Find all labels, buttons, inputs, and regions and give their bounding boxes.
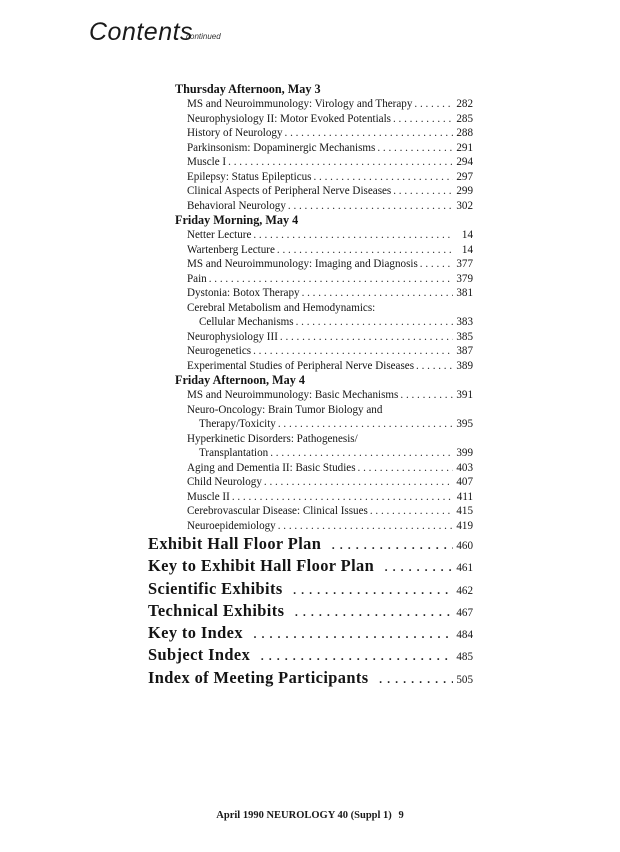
toc-major-page: 485: [456, 651, 473, 664]
toc-entry-label: Parkinsonism: Dopaminergic Mechanisms: [187, 141, 376, 154]
toc-entry-page: 419: [456, 519, 473, 532]
toc-entry-label: Neuroepidemiology: [187, 519, 276, 532]
toc-entry-label: Wartenberg Lecture: [187, 243, 275, 256]
toc-major-entry[interactable]: [148, 555, 473, 577]
section-title: Thursday Afternoon, May 3: [175, 82, 321, 96]
toc-entry[interactable]: [148, 126, 473, 141]
toc-major-page: 484: [456, 629, 473, 642]
toc-entry-page: 291: [456, 141, 473, 154]
toc-entry-page: 285: [456, 112, 473, 125]
toc-entry-label: Cellular Mechanisms: [199, 316, 294, 328]
toc-major-entry[interactable]: [148, 533, 473, 555]
toc-entry-page: 387: [456, 345, 473, 357]
toc-entry-page: 411: [456, 490, 473, 503]
section-title: Friday Morning, May 4: [175, 213, 299, 227]
toc-entry-page: 399: [456, 447, 473, 459]
toc-entry-label: MS and Neuroimmunology: Imaging and Diagnosis: [187, 258, 418, 270]
toc-major-page: 505: [456, 673, 473, 686]
toc-entry-page: 379: [456, 272, 473, 285]
toc-entry-label: MS and Neuroimmunology: Basic Mechanisms: [187, 389, 399, 401]
toc-entry-page: 385: [456, 330, 473, 343]
toc-entry[interactable]: [148, 330, 473, 345]
page-title: Contents: [89, 18, 194, 46]
toc-major-page: 461: [456, 562, 473, 575]
toc-major-entry[interactable]: [148, 644, 473, 666]
toc-entry[interactable]: [148, 359, 473, 374]
toc-entry[interactable]: [148, 475, 473, 490]
toc-entry-page: 294: [456, 156, 473, 168]
footer-citation: April 1990 NEUROLOGY 40 (Suppl 1): [216, 810, 392, 821]
toc-entry-label-line1: Neuro-Oncology: Brain Tumor Biology and: [187, 403, 383, 416]
toc-major-label: Key to Index: [148, 623, 243, 643]
toc-entry-label: Dystonia: Botox Therapy: [187, 287, 300, 299]
toc-entry[interactable]: [148, 461, 473, 476]
toc-entry[interactable]: [148, 446, 473, 461]
toc-entry-label: Neurophysiology III: [187, 330, 278, 343]
toc-major-entry[interactable]: [148, 578, 473, 600]
toc-entry[interactable]: [148, 417, 473, 432]
toc-entry-page: 389: [456, 359, 473, 372]
toc-entry[interactable]: [148, 257, 473, 272]
toc-entry[interactable]: [148, 519, 473, 534]
toc-entry[interactable]: [148, 315, 473, 330]
toc-entry-label: Muscle II: [187, 490, 230, 503]
toc-entry-page: 383: [456, 316, 473, 328]
toc-entry-label: Aging and Dementia II: Basic Studies: [187, 461, 356, 474]
toc-entry[interactable]: [148, 184, 473, 199]
toc-entry[interactable]: [148, 141, 473, 156]
toc-entry[interactable]: [148, 170, 473, 185]
toc-entry-label-line1: Hyperkinetic Disorders: Pathogenesis/: [187, 432, 358, 445]
toc-entry-label-line1: Cerebral Metabolism and Hemodynamics:: [187, 301, 376, 314]
toc-entry-page: 302: [456, 199, 473, 212]
toc-entry[interactable]: [148, 286, 473, 301]
toc-entry-page: 415: [456, 505, 473, 517]
toc-major-page: 467: [456, 606, 473, 619]
toc-major-entry[interactable]: [148, 622, 473, 644]
toc-entry-page: 403: [456, 461, 473, 474]
toc-entry-label: Epilepsy: Status Epilepticus: [187, 170, 312, 183]
page-footer: [0, 810, 620, 821]
toc-entry[interactable]: [148, 199, 473, 214]
toc-entry-label: Transplantation: [199, 447, 269, 459]
toc-entry-page: 299: [456, 185, 473, 197]
table-of-contents: [148, 82, 473, 689]
toc-entry-page: 391: [456, 389, 473, 401]
toc-entry[interactable]: [148, 97, 473, 112]
toc-entry-page: 407: [456, 476, 473, 488]
toc-major-page: 462: [456, 584, 473, 597]
page-subtitle: continued: [186, 32, 221, 41]
toc-entry[interactable]: [148, 504, 473, 519]
toc-entry-label: Muscle I: [187, 156, 227, 168]
toc-entry-page: 377: [456, 258, 473, 270]
toc-entry-label: History of Neurology: [187, 127, 283, 139]
toc-entry[interactable]: [148, 228, 473, 243]
toc-entry-label: Neurophysiology II: Motor Evoked Potentials: [187, 112, 391, 125]
toc-entry[interactable]: [148, 388, 473, 403]
toc-entry-label: Cerebrovascular Disease: Clinical Issues: [187, 505, 368, 517]
toc-entry-label: Child Neurology: [187, 476, 262, 488]
toc-entry[interactable]: [148, 243, 473, 258]
toc-entry[interactable]: [148, 112, 473, 127]
toc-entry-label: Clinical Aspects of Peripheral Nerve Diseases: [187, 185, 392, 197]
toc-major-label: Scientific Exhibits: [148, 578, 283, 598]
toc-entry-label: Netter Lecture: [187, 229, 252, 241]
toc-entry-page: 381: [456, 287, 473, 299]
toc-entry-label: Experimental Studies of Peripheral Nerve Diseases: [187, 359, 415, 372]
toc-entry[interactable]: [148, 272, 473, 287]
page-header: [89, 18, 221, 48]
toc-major-label: Index of Meeting Participants: [148, 667, 369, 687]
toc-major-label: Subject Index: [148, 645, 251, 665]
toc-entry[interactable]: [148, 344, 473, 359]
toc-entry-label: Pain: [187, 272, 207, 285]
toc-major-entry[interactable]: [148, 667, 473, 689]
toc-entry-label: Neurogenetics: [187, 345, 252, 357]
toc-entry-label: Behavioral Neurology: [187, 199, 286, 212]
toc-entry-page: 14: [461, 229, 473, 241]
toc-entry-page: 14: [461, 243, 473, 256]
toc-major-label: Technical Exhibits: [148, 600, 285, 620]
toc-major-entry[interactable]: [148, 600, 473, 622]
toc-major-label: Exhibit Hall Floor Plan: [148, 534, 322, 553]
toc-entry-page: 282: [456, 98, 473, 110]
toc-entry-page: 395: [456, 418, 473, 430]
toc-entry-label: MS and Neuroimmunology: Virology and Therapy: [187, 98, 413, 110]
footer-page-number: 9: [398, 810, 404, 821]
toc-entry[interactable]: [148, 155, 473, 170]
section-title: Friday Afternoon, May 4: [175, 373, 305, 387]
toc-entry-label: Therapy/Toxicity: [199, 418, 276, 430]
toc-entry-page: 297: [456, 170, 473, 183]
toc-entry[interactable]: [148, 490, 473, 505]
toc-entry-page: 288: [456, 127, 473, 139]
toc-major-label: Key to Exhibit Hall Floor Plan: [148, 556, 375, 576]
toc-major-page: 460: [456, 540, 473, 552]
